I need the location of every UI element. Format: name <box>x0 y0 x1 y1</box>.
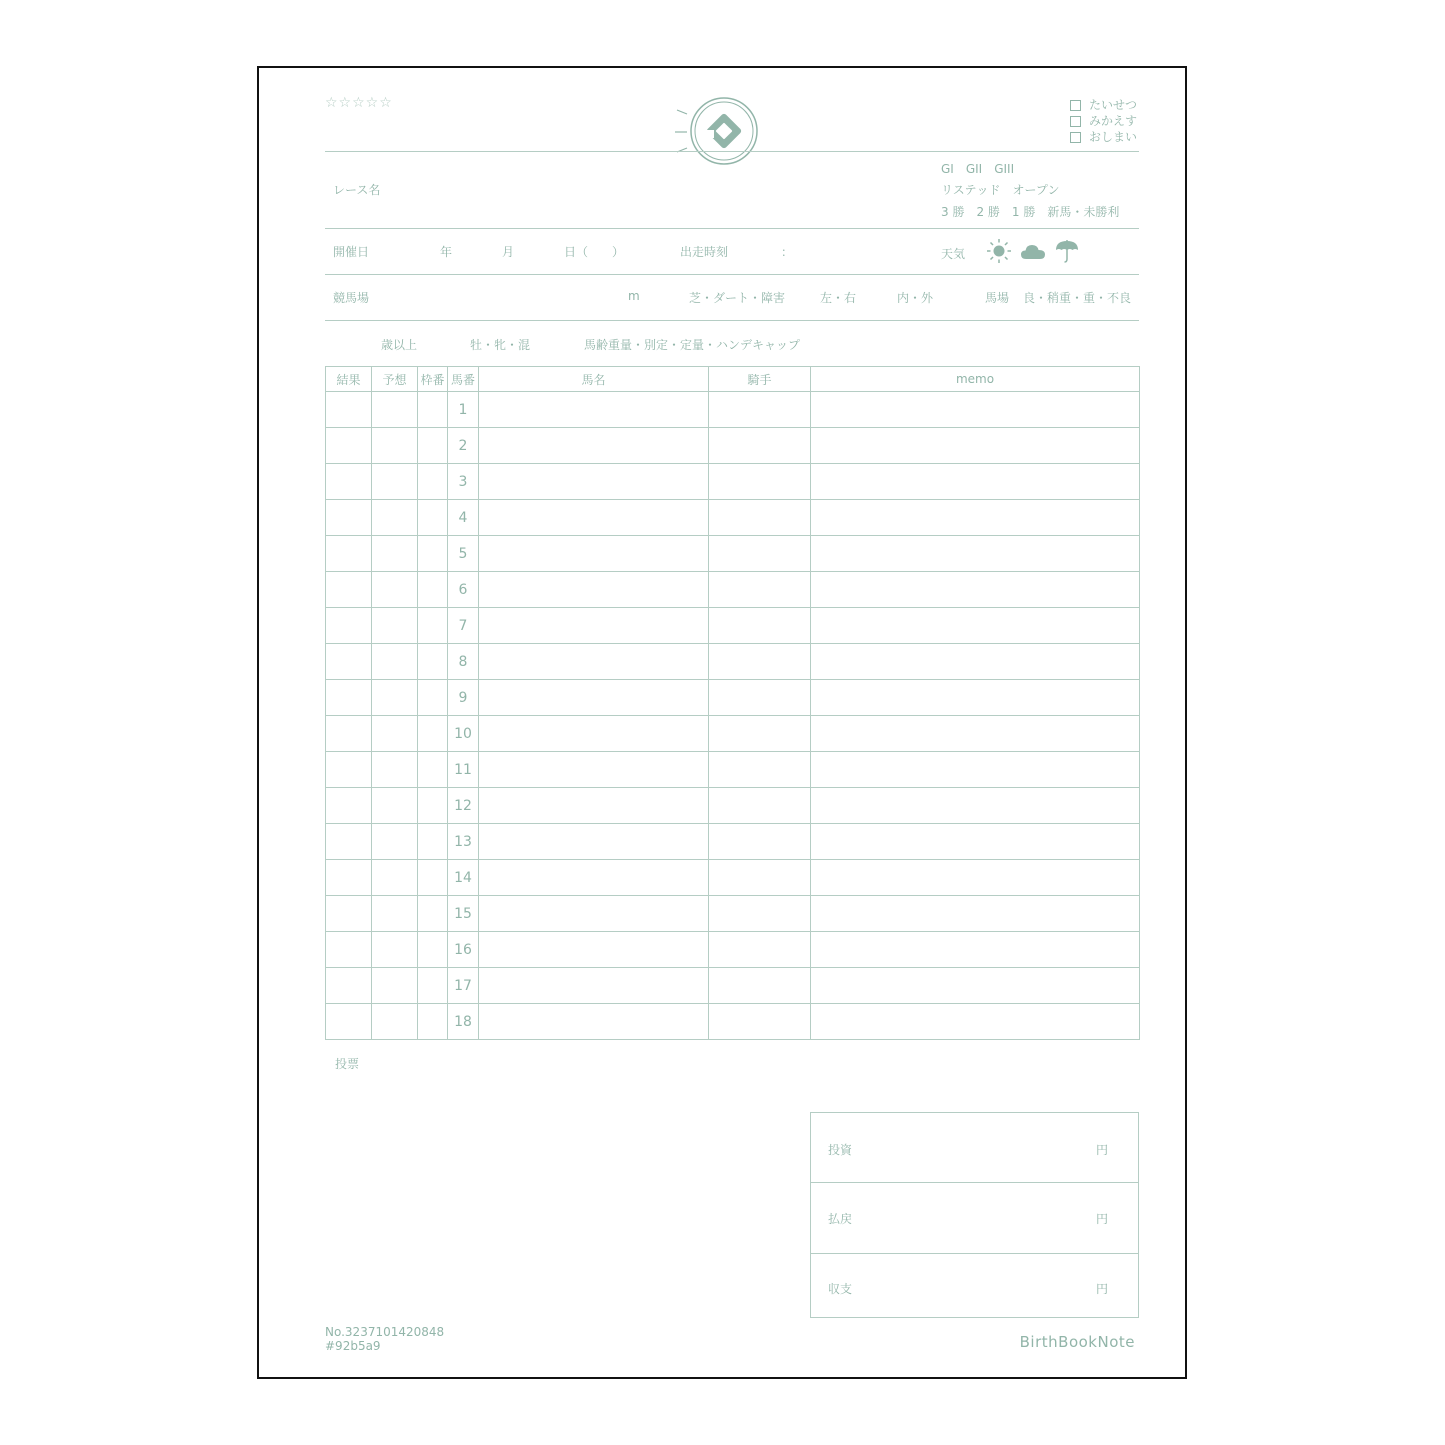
jockey-cell[interactable] <box>709 536 811 572</box>
result-cell[interactable] <box>326 500 372 536</box>
table-row <box>326 896 1140 932</box>
logo-stamp <box>669 90 779 170</box>
jockey-cell[interactable] <box>709 968 811 1004</box>
direction-options[interactable]: 左・右 <box>820 291 857 305</box>
payout-yen: 円 <box>1096 1212 1109 1226</box>
memo-cell[interactable] <box>811 716 1140 752</box>
checkbox-taisetsu[interactable] <box>1070 96 1137 113</box>
gate-cell[interactable] <box>418 716 448 752</box>
table-row <box>326 428 1140 464</box>
balance-yen: 円 <box>1096 1282 1109 1296</box>
result-cell[interactable] <box>326 752 372 788</box>
horse-name-cell[interactable] <box>479 536 709 572</box>
horse-number-cell: 2 <box>448 428 479 464</box>
prediction-cell[interactable] <box>372 932 418 968</box>
balance-box <box>810 1112 1139 1318</box>
jockey-cell[interactable] <box>709 500 811 536</box>
table-row <box>326 824 1140 860</box>
memo-cell[interactable] <box>811 1004 1140 1040</box>
prediction-cell[interactable] <box>372 608 418 644</box>
prediction-cell[interactable] <box>372 896 418 932</box>
col-memo: memo <box>811 367 1140 392</box>
time-colon: ： <box>781 245 794 259</box>
horse-number-cell: 4 <box>448 500 479 536</box>
horse-name-cell[interactable] <box>479 464 709 500</box>
horse-number-cell: 13 <box>448 824 479 860</box>
table-row <box>326 464 1140 500</box>
jockey-cell[interactable] <box>709 716 811 752</box>
horse-name-cell[interactable] <box>479 716 709 752</box>
gate-cell[interactable] <box>418 500 448 536</box>
start-time-label: 出走時刻 <box>680 245 729 259</box>
gate-cell[interactable] <box>418 932 448 968</box>
memo-cell[interactable] <box>811 788 1140 824</box>
memo-cell[interactable] <box>811 680 1140 716</box>
result-cell[interactable] <box>326 680 372 716</box>
table-row <box>326 932 1140 968</box>
memo-cell[interactable] <box>811 428 1140 464</box>
brand-name: BirthBookNote <box>1019 1333 1135 1351</box>
gate-cell[interactable] <box>418 392 448 428</box>
jockey-cell[interactable] <box>709 428 811 464</box>
jockey-cell[interactable] <box>709 392 811 428</box>
gate-cell[interactable] <box>418 680 448 716</box>
prediction-cell[interactable] <box>372 392 418 428</box>
race-name-label: レース名 <box>333 183 381 197</box>
race-grades[interactable]: GI GII GIII <box>941 162 1015 176</box>
jockey-cell[interactable] <box>709 644 811 680</box>
horse-number-cell: 12 <box>448 788 479 824</box>
day-label: 日（ ） <box>564 245 625 259</box>
table-row <box>326 752 1140 788</box>
result-cell[interactable] <box>326 860 372 896</box>
balance-label: 収支 <box>828 1282 853 1296</box>
jockey-cell[interactable] <box>709 896 811 932</box>
jockey-cell[interactable] <box>709 824 811 860</box>
gate-cell[interactable] <box>418 1004 448 1040</box>
checkbox-box[interactable] <box>1070 116 1081 127</box>
horse-table <box>325 366 1140 1040</box>
race-classes-wins[interactable]: 3 勝 2 勝 1 勝 新馬・未勝利 <box>941 205 1120 219</box>
inout-options[interactable]: 内・外 <box>897 291 934 305</box>
note-sheet <box>257 66 1187 1379</box>
horse-number-cell: 18 <box>448 1004 479 1040</box>
jockey-cell[interactable] <box>709 752 811 788</box>
horse-number-cell: 1 <box>448 392 479 428</box>
prediction-cell[interactable] <box>372 860 418 896</box>
prediction-cell[interactable] <box>372 464 418 500</box>
prediction-cell[interactable] <box>372 716 418 752</box>
track-label: 馬場 <box>985 291 1010 305</box>
checkbox-box[interactable] <box>1070 132 1081 143</box>
result-cell[interactable] <box>326 1004 372 1040</box>
betting-label: 投票 <box>335 1057 360 1071</box>
horse-name-cell[interactable] <box>479 932 709 968</box>
horse-name-cell[interactable] <box>479 644 709 680</box>
horse-name-cell[interactable] <box>479 500 709 536</box>
table-header-row <box>326 367 1140 392</box>
horse-number-cell: 17 <box>448 968 479 1004</box>
col-gate: 枠番 <box>418 367 448 392</box>
rating-stars[interactable]: ☆☆☆☆☆ <box>325 95 393 111</box>
table-row <box>326 536 1140 572</box>
checkbox-label: おしまい <box>1089 130 1138 144</box>
jockey-cell[interactable] <box>709 572 811 608</box>
horse-number-cell: 3 <box>448 464 479 500</box>
gate-cell[interactable] <box>418 536 448 572</box>
table-row <box>326 860 1140 896</box>
jockey-cell[interactable] <box>709 932 811 968</box>
memo-cell[interactable] <box>811 644 1140 680</box>
gate-cell[interactable] <box>418 896 448 932</box>
gate-cell[interactable] <box>418 608 448 644</box>
distance-unit: m <box>628 289 640 303</box>
result-cell[interactable] <box>326 572 372 608</box>
memo-cell[interactable] <box>811 932 1140 968</box>
divider <box>811 1253 1138 1254</box>
gate-cell[interactable] <box>418 824 448 860</box>
date-label: 開催日 <box>333 245 370 259</box>
prediction-cell[interactable] <box>372 788 418 824</box>
gate-cell[interactable] <box>418 752 448 788</box>
memo-cell[interactable] <box>811 860 1140 896</box>
result-cell[interactable] <box>326 716 372 752</box>
serial-number: No.3237101420848 <box>325 1325 445 1339</box>
gate-cell[interactable] <box>418 968 448 1004</box>
horse-name-cell[interactable] <box>479 392 709 428</box>
result-cell[interactable] <box>326 608 372 644</box>
jockey-cell[interactable] <box>709 788 811 824</box>
divider <box>325 320 1139 321</box>
result-cell[interactable] <box>326 788 372 824</box>
horse-number-cell: 16 <box>448 932 479 968</box>
horse-name-cell[interactable] <box>479 428 709 464</box>
horse-name-cell[interactable] <box>479 680 709 716</box>
result-cell[interactable] <box>326 824 372 860</box>
jockey-cell[interactable] <box>709 860 811 896</box>
jockey-cell[interactable] <box>709 680 811 716</box>
weight-options[interactable]: 馬齢重量・別定・定量・ハンデキャップ <box>584 338 801 352</box>
table-row <box>326 500 1140 536</box>
horse-number-cell: 5 <box>448 536 479 572</box>
horse-number-cell: 8 <box>448 644 479 680</box>
horse-number-cell: 10 <box>448 716 479 752</box>
table-row <box>326 968 1140 1004</box>
horse-name-cell[interactable] <box>479 608 709 644</box>
prediction-cell[interactable] <box>372 1004 418 1040</box>
sex-options[interactable]: 牡・牝・混 <box>470 338 531 352</box>
payout-label: 払戻 <box>828 1212 853 1226</box>
umbrella-icon[interactable] <box>1054 238 1080 264</box>
cloud-icon[interactable] <box>1020 242 1046 262</box>
checkbox-box[interactable] <box>1070 100 1081 111</box>
result-cell[interactable] <box>326 464 372 500</box>
jockey-cell[interactable] <box>709 1004 811 1040</box>
horse-name-cell[interactable] <box>479 572 709 608</box>
gate-cell[interactable] <box>418 464 448 500</box>
gate-cell[interactable] <box>418 860 448 896</box>
prediction-cell[interactable] <box>372 572 418 608</box>
gate-cell[interactable] <box>418 644 448 680</box>
memo-cell[interactable] <box>811 608 1140 644</box>
horse-name-cell[interactable] <box>479 752 709 788</box>
result-cell[interactable] <box>326 392 372 428</box>
horse-name-cell[interactable] <box>479 1004 709 1040</box>
result-cell[interactable] <box>326 968 372 1004</box>
table-row <box>326 392 1140 428</box>
memo-cell[interactable] <box>811 536 1140 572</box>
col-horse-name: 馬名 <box>479 367 709 392</box>
prediction-cell[interactable] <box>372 680 418 716</box>
result-cell[interactable] <box>326 932 372 968</box>
prediction-cell[interactable] <box>372 428 418 464</box>
memo-cell[interactable] <box>811 572 1140 608</box>
age-condition: 歳以上 <box>381 338 418 352</box>
col-prediction: 予想 <box>372 367 418 392</box>
prediction-cell[interactable] <box>372 536 418 572</box>
gate-cell[interactable] <box>418 428 448 464</box>
prediction-cell[interactable] <box>372 968 418 1004</box>
table-row <box>326 788 1140 824</box>
memo-cell[interactable] <box>811 824 1140 860</box>
col-jockey: 騎手 <box>709 367 811 392</box>
prediction-cell[interactable] <box>372 500 418 536</box>
memo-cell[interactable] <box>811 392 1140 428</box>
checkbox-label: たいせつ <box>1089 98 1138 112</box>
prediction-cell[interactable] <box>372 824 418 860</box>
memo-cell[interactable] <box>811 968 1140 1004</box>
divider <box>325 151 1139 152</box>
divider <box>325 274 1139 275</box>
table-row <box>326 1004 1140 1040</box>
horse-name-cell[interactable] <box>479 968 709 1004</box>
year-label: 年 <box>440 245 453 259</box>
race-classes-open[interactable]: リステッド オープン <box>941 183 1060 197</box>
table-row <box>326 572 1140 608</box>
sun-icon[interactable] <box>986 238 1012 264</box>
divider <box>325 228 1139 229</box>
horse-number-cell: 14 <box>448 860 479 896</box>
checkbox-mikaesu[interactable] <box>1070 112 1137 129</box>
divider <box>811 1182 1138 1183</box>
col-result: 結果 <box>326 367 372 392</box>
horse-number-cell: 11 <box>448 752 479 788</box>
table-row <box>326 644 1140 680</box>
horse-name-cell[interactable] <box>479 896 709 932</box>
horse-number-cell: 9 <box>448 680 479 716</box>
memo-cell[interactable] <box>811 752 1140 788</box>
checkbox-label: みかえす <box>1089 114 1138 128</box>
color-code: #92b5a9 <box>325 1339 381 1353</box>
result-cell[interactable] <box>326 536 372 572</box>
gate-cell[interactable] <box>418 572 448 608</box>
col-horse-number: 馬番 <box>448 367 479 392</box>
track-condition-options[interactable]: 良・稍重・重・不良 <box>1023 291 1132 305</box>
memo-cell[interactable] <box>811 500 1140 536</box>
horse-number-cell: 6 <box>448 572 479 608</box>
weather-label: 天気 <box>941 247 966 261</box>
prediction-cell[interactable] <box>372 752 418 788</box>
invest-label: 投資 <box>828 1143 853 1157</box>
month-label: 月 <box>502 245 515 259</box>
prediction-cell[interactable] <box>372 644 418 680</box>
table-row <box>326 680 1140 716</box>
racecourse-label: 競馬場 <box>333 291 370 305</box>
horse-name-cell[interactable] <box>479 788 709 824</box>
memo-cell[interactable] <box>811 464 1140 500</box>
result-cell[interactable] <box>326 644 372 680</box>
memo-cell[interactable] <box>811 896 1140 932</box>
surface-options[interactable]: 芝・ダート・障害 <box>689 291 786 305</box>
diamond-stamp-icon <box>669 90 779 166</box>
table-body <box>326 392 1140 1040</box>
jockey-cell[interactable] <box>709 608 811 644</box>
horse-name-cell[interactable] <box>479 860 709 896</box>
gate-cell[interactable] <box>418 788 448 824</box>
horse-number-cell: 15 <box>448 896 479 932</box>
horse-name-cell[interactable] <box>479 824 709 860</box>
table-row <box>326 608 1140 644</box>
jockey-cell[interactable] <box>709 464 811 500</box>
invest-yen: 円 <box>1096 1143 1109 1157</box>
table-row <box>326 716 1140 752</box>
result-cell[interactable] <box>326 428 372 464</box>
horse-number-cell: 7 <box>448 608 479 644</box>
result-cell[interactable] <box>326 896 372 932</box>
checkbox-oshimai[interactable] <box>1070 128 1137 145</box>
